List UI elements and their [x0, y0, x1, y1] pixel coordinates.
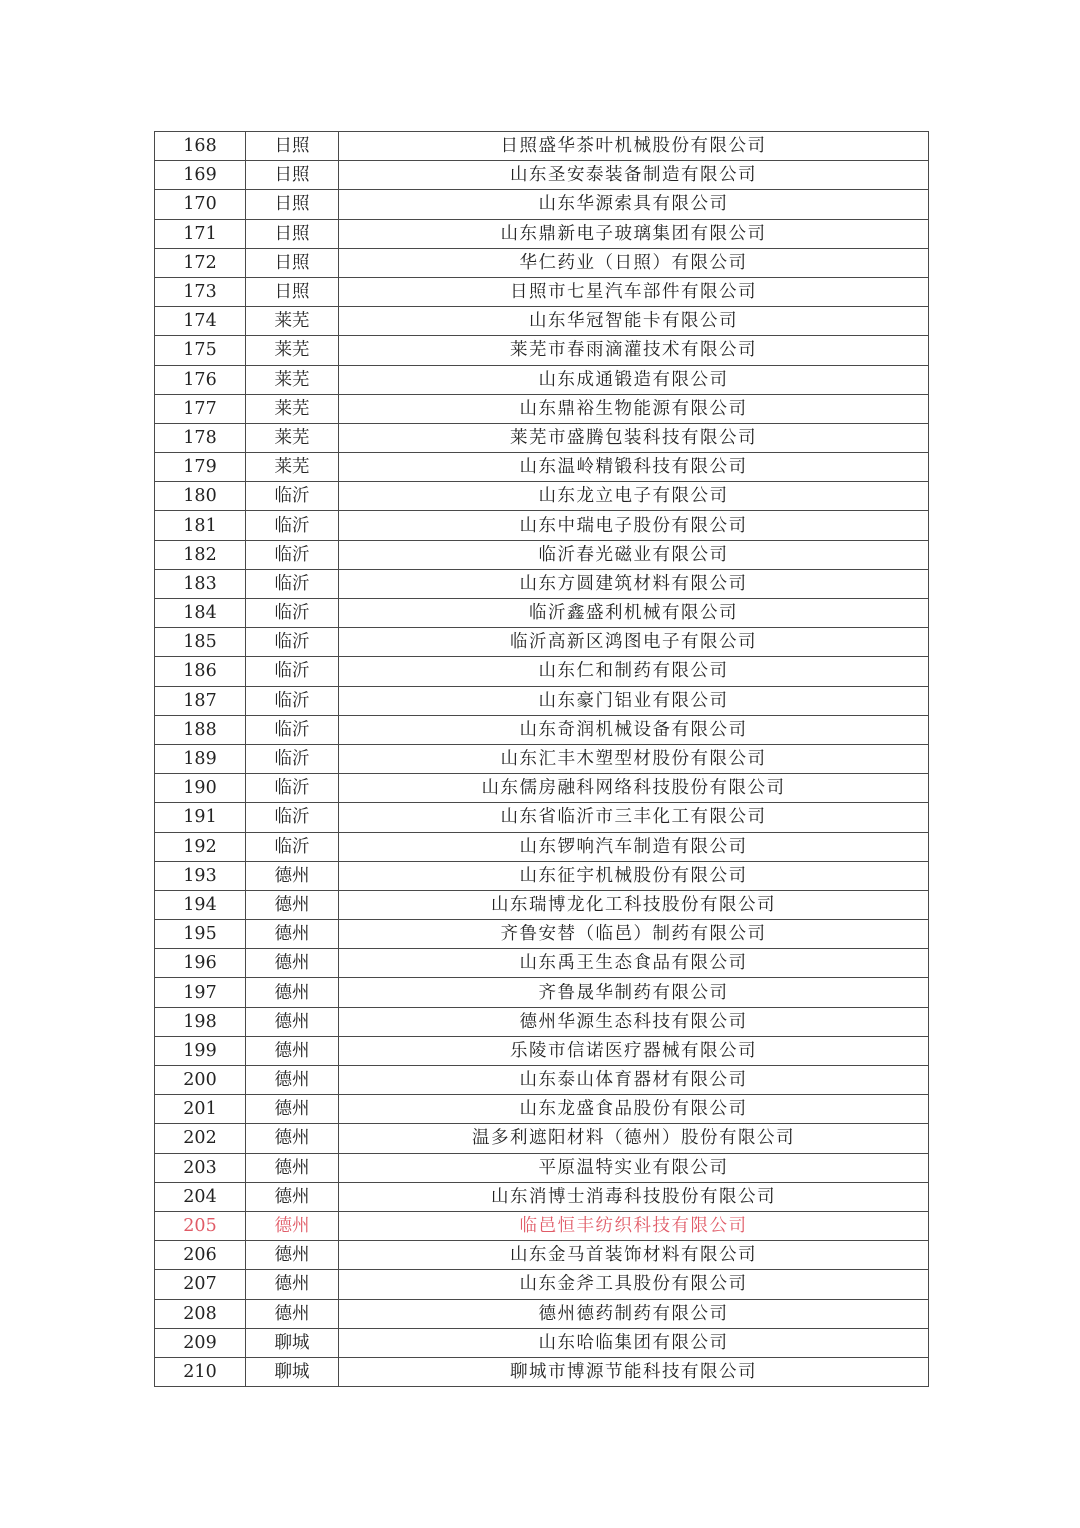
table-row [155, 803, 929, 832]
row-number-cell: 202 [155, 1124, 246, 1153]
row-number-cell: 174 [155, 307, 246, 336]
table-row [155, 744, 929, 773]
table-row [155, 540, 929, 569]
table-row [155, 686, 929, 715]
row-number-cell: 173 [155, 277, 246, 306]
company-name-cell: 山东方圆建筑材料有限公司 [339, 569, 929, 598]
table-row [155, 1066, 929, 1095]
table-row [155, 423, 929, 452]
city-cell: 临沂 [246, 599, 339, 628]
table-row [155, 1036, 929, 1065]
company-name-cell: 德州华源生态科技有限公司 [339, 1007, 929, 1036]
city-cell: 德州 [246, 920, 339, 949]
table-row [155, 1124, 929, 1153]
table-row [155, 1211, 929, 1240]
company-name-cell: 临邑恒丰纺织科技有限公司 [339, 1211, 929, 1240]
table-row [155, 277, 929, 306]
city-cell: 德州 [246, 1211, 339, 1240]
row-number-cell: 203 [155, 1153, 246, 1182]
company-name-cell: 日照市七星汽车部件有限公司 [339, 277, 929, 306]
company-name-cell: 山东圣安泰装备制造有限公司 [339, 161, 929, 190]
company-name-cell: 聊城市博源节能科技有限公司 [339, 1357, 929, 1386]
table-row [155, 394, 929, 423]
row-number-cell: 207 [155, 1270, 246, 1299]
city-cell: 德州 [246, 1270, 339, 1299]
table-row [155, 599, 929, 628]
table-body [155, 132, 929, 1387]
table-row [155, 657, 929, 686]
table-row [155, 569, 929, 598]
city-cell: 聊城 [246, 1357, 339, 1386]
company-name-cell: 山东消博士消毒科技股份有限公司 [339, 1182, 929, 1211]
city-cell: 莱芜 [246, 365, 339, 394]
city-cell: 莱芜 [246, 423, 339, 452]
company-name-cell: 山东龙立电子有限公司 [339, 482, 929, 511]
company-name-cell: 温多利遮阳材料（德州）股份有限公司 [339, 1124, 929, 1153]
city-cell: 德州 [246, 1299, 339, 1328]
table-row [155, 774, 929, 803]
row-number-cell: 182 [155, 540, 246, 569]
table-row [155, 336, 929, 365]
city-cell: 德州 [246, 1124, 339, 1153]
company-name-cell: 日照盛华茶叶机械股份有限公司 [339, 132, 929, 161]
city-cell: 莱芜 [246, 453, 339, 482]
table-row [155, 365, 929, 394]
row-number-cell: 205 [155, 1211, 246, 1240]
city-cell: 德州 [246, 949, 339, 978]
row-number-cell: 179 [155, 453, 246, 482]
city-cell: 临沂 [246, 657, 339, 686]
city-cell: 临沂 [246, 511, 339, 540]
city-cell: 临沂 [246, 774, 339, 803]
table-row [155, 1270, 929, 1299]
company-name-cell: 莱芜市春雨滴灌技术有限公司 [339, 336, 929, 365]
row-number-cell: 191 [155, 803, 246, 832]
row-number-cell: 209 [155, 1328, 246, 1357]
company-name-cell: 齐鲁安替（临邑）制药有限公司 [339, 920, 929, 949]
row-number-cell: 198 [155, 1007, 246, 1036]
row-number-cell: 185 [155, 628, 246, 657]
company-name-cell: 山东锣响汽车制造有限公司 [339, 832, 929, 861]
city-cell: 德州 [246, 978, 339, 1007]
table-row [155, 1153, 929, 1182]
row-number-cell: 176 [155, 365, 246, 394]
row-number-cell: 193 [155, 861, 246, 890]
table-row [155, 161, 929, 190]
company-name-cell: 乐陵市信诺医疗器械有限公司 [339, 1036, 929, 1065]
table-row [155, 1357, 929, 1386]
table-row [155, 1007, 929, 1036]
table-row [155, 978, 929, 1007]
row-number-cell: 186 [155, 657, 246, 686]
row-number-cell: 175 [155, 336, 246, 365]
row-number-cell: 184 [155, 599, 246, 628]
city-cell: 德州 [246, 1095, 339, 1124]
row-number-cell: 189 [155, 744, 246, 773]
table-row [155, 1241, 929, 1270]
city-cell: 临沂 [246, 832, 339, 861]
table-row [155, 861, 929, 890]
city-cell: 德州 [246, 1241, 339, 1270]
row-number-cell: 206 [155, 1241, 246, 1270]
company-name-cell: 山东中瑞电子股份有限公司 [339, 511, 929, 540]
row-number-cell: 171 [155, 219, 246, 248]
company-name-cell: 山东温岭精锻科技有限公司 [339, 453, 929, 482]
city-cell: 临沂 [246, 715, 339, 744]
city-cell: 日照 [246, 161, 339, 190]
city-cell: 日照 [246, 219, 339, 248]
table-row [155, 1299, 929, 1328]
company-name-cell: 山东仁和制药有限公司 [339, 657, 929, 686]
row-number-cell: 181 [155, 511, 246, 540]
city-cell: 日照 [246, 132, 339, 161]
company-name-cell: 临沂高新区鸿图电子有限公司 [339, 628, 929, 657]
table-row [155, 307, 929, 336]
city-cell: 临沂 [246, 540, 339, 569]
row-number-cell: 187 [155, 686, 246, 715]
table-row [155, 628, 929, 657]
table-row [155, 248, 929, 277]
city-cell: 临沂 [246, 569, 339, 598]
company-name-cell: 临沂鑫盛利机械有限公司 [339, 599, 929, 628]
city-cell: 日照 [246, 190, 339, 219]
row-number-cell: 183 [155, 569, 246, 598]
table-row [155, 920, 929, 949]
table-row [155, 482, 929, 511]
company-name-cell: 山东禹王生态食品有限公司 [339, 949, 929, 978]
company-name-cell: 华仁药业（日照）有限公司 [339, 248, 929, 277]
company-name-cell: 山东省临沂市三丰化工有限公司 [339, 803, 929, 832]
row-number-cell: 201 [155, 1095, 246, 1124]
city-cell: 莱芜 [246, 336, 339, 365]
table-row [155, 1095, 929, 1124]
row-number-cell: 196 [155, 949, 246, 978]
company-name-cell: 山东金马首装饰材料有限公司 [339, 1241, 929, 1270]
city-cell: 临沂 [246, 686, 339, 715]
company-name-cell: 齐鲁晟华制药有限公司 [339, 978, 929, 1007]
company-name-cell: 山东鼎新电子玻璃集团有限公司 [339, 219, 929, 248]
table-row [155, 1328, 929, 1357]
table-row [155, 453, 929, 482]
company-name-cell: 山东华冠智能卡有限公司 [339, 307, 929, 336]
company-name-cell: 山东金斧工具股份有限公司 [339, 1270, 929, 1299]
city-cell: 临沂 [246, 744, 339, 773]
row-number-cell: 208 [155, 1299, 246, 1328]
city-cell: 聊城 [246, 1328, 339, 1357]
city-cell: 临沂 [246, 628, 339, 657]
company-name-cell: 莱芜市盛腾包装科技有限公司 [339, 423, 929, 452]
row-number-cell: 170 [155, 190, 246, 219]
company-name-cell: 德州德药制药有限公司 [339, 1299, 929, 1328]
city-cell: 德州 [246, 890, 339, 919]
row-number-cell: 178 [155, 423, 246, 452]
row-number-cell: 177 [155, 394, 246, 423]
city-cell: 日照 [246, 248, 339, 277]
company-name-cell: 山东哈临集团有限公司 [339, 1328, 929, 1357]
company-name-cell: 山东华源索具有限公司 [339, 190, 929, 219]
city-cell: 莱芜 [246, 394, 339, 423]
table-row [155, 190, 929, 219]
row-number-cell: 190 [155, 774, 246, 803]
table-row [155, 132, 929, 161]
city-cell: 临沂 [246, 803, 339, 832]
city-cell: 德州 [246, 1036, 339, 1065]
company-name-cell: 山东龙盛食品股份有限公司 [339, 1095, 929, 1124]
company-name-cell: 山东豪门铝业有限公司 [339, 686, 929, 715]
row-number-cell: 195 [155, 920, 246, 949]
city-cell: 德州 [246, 1066, 339, 1095]
row-number-cell: 172 [155, 248, 246, 277]
row-number-cell: 188 [155, 715, 246, 744]
row-number-cell: 194 [155, 890, 246, 919]
company-name-cell: 山东鼎裕生物能源有限公司 [339, 394, 929, 423]
company-name-cell: 山东成通锻造有限公司 [339, 365, 929, 394]
city-cell: 德州 [246, 861, 339, 890]
city-cell: 德州 [246, 1007, 339, 1036]
company-list-table [154, 131, 929, 1387]
table-row [155, 890, 929, 919]
table-row [155, 949, 929, 978]
table-row [155, 219, 929, 248]
city-cell: 临沂 [246, 482, 339, 511]
row-number-cell: 210 [155, 1357, 246, 1386]
row-number-cell: 197 [155, 978, 246, 1007]
city-cell: 莱芜 [246, 307, 339, 336]
city-cell: 德州 [246, 1182, 339, 1211]
row-number-cell: 180 [155, 482, 246, 511]
company-name-cell: 临沂春光磁业有限公司 [339, 540, 929, 569]
company-name-cell: 平原温特实业有限公司 [339, 1153, 929, 1182]
row-number-cell: 199 [155, 1036, 246, 1065]
company-name-cell: 山东征宇机械股份有限公司 [339, 861, 929, 890]
city-cell: 日照 [246, 277, 339, 306]
company-name-cell: 山东汇丰木塑型材股份有限公司 [339, 744, 929, 773]
table-row [155, 511, 929, 540]
row-number-cell: 169 [155, 161, 246, 190]
table-row [155, 715, 929, 744]
company-name-cell: 山东瑞博龙化工科技股份有限公司 [339, 890, 929, 919]
row-number-cell: 192 [155, 832, 246, 861]
table-row [155, 832, 929, 861]
company-name-cell: 山东儒房融科网络科技股份有限公司 [339, 774, 929, 803]
row-number-cell: 204 [155, 1182, 246, 1211]
row-number-cell: 200 [155, 1066, 246, 1095]
row-number-cell: 168 [155, 132, 246, 161]
company-name-cell: 山东奇润机械设备有限公司 [339, 715, 929, 744]
company-name-cell: 山东泰山体育器材有限公司 [339, 1066, 929, 1095]
city-cell: 德州 [246, 1153, 339, 1182]
table-row [155, 1182, 929, 1211]
